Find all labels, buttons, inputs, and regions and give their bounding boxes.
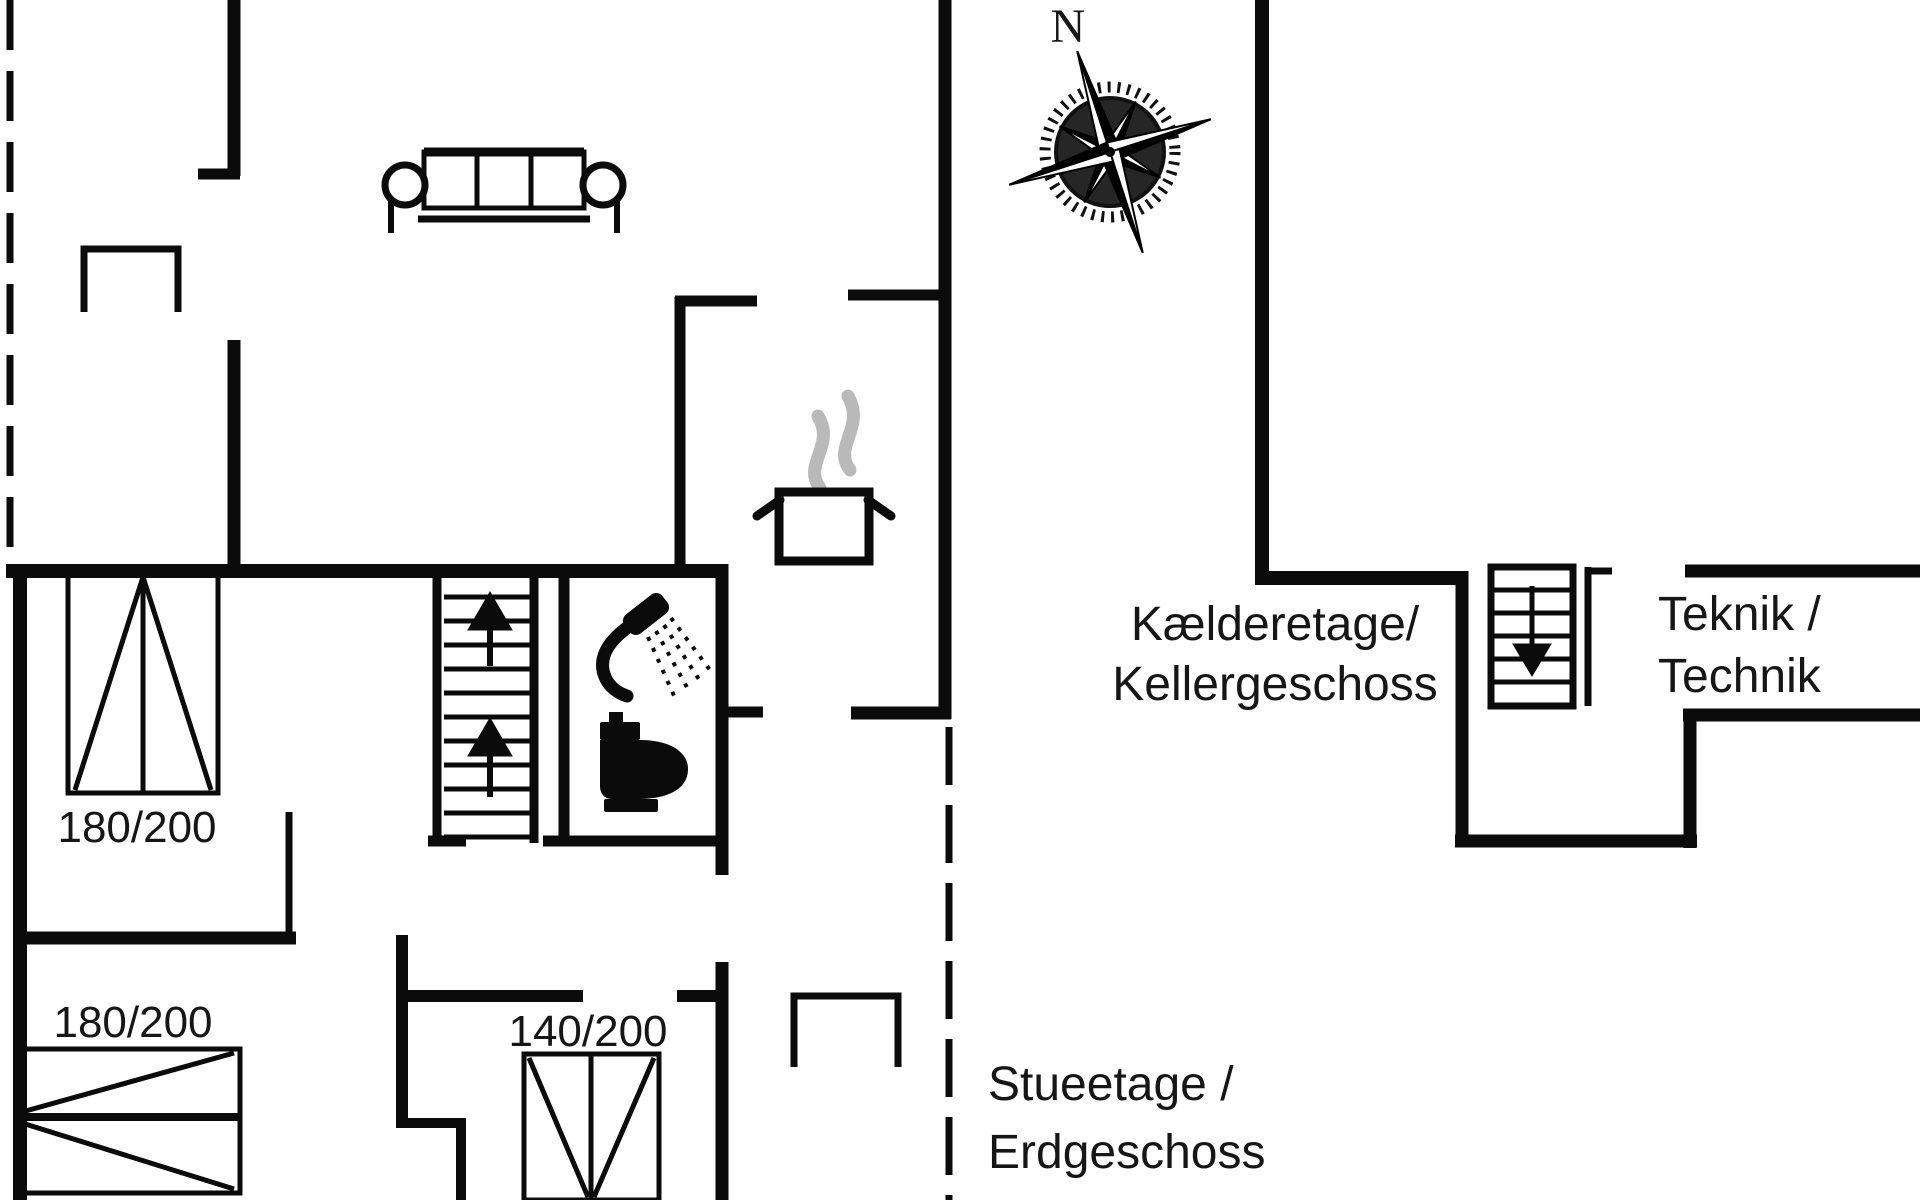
double-bed-icon xyxy=(16,1049,240,1193)
toilet-icon xyxy=(600,712,688,812)
bed-size-label: 180/200 xyxy=(53,998,213,1047)
cooking-pot-icon xyxy=(757,396,891,561)
ground-title-line1: Stueetage / xyxy=(988,1058,1234,1111)
down-arrow-icon xyxy=(1513,586,1551,676)
sofa-icon xyxy=(385,152,623,233)
bed-size-label: 140/200 xyxy=(508,1007,668,1056)
wardrobe-bracket-icon xyxy=(84,249,178,312)
basement-title-line1: Kælderetage/ xyxy=(1130,598,1420,651)
technik-label-line1: Teknik / xyxy=(1658,588,1821,641)
stairs-down-icon xyxy=(1491,567,1573,706)
ground-title-line2: Erdgeschoss xyxy=(988,1126,1266,1179)
basement-title-line2: Kellergeschoss xyxy=(1112,658,1438,711)
wardrobe-bracket-icon xyxy=(794,996,898,1067)
stairs-up-icon xyxy=(444,566,534,843)
shower-icon xyxy=(603,590,710,698)
compass-rose-icon xyxy=(976,0,1243,286)
steam-icon xyxy=(815,396,854,488)
double-bed-icon xyxy=(524,1054,659,1200)
basement-floor-plan xyxy=(1255,0,1920,848)
north-label: N xyxy=(1050,0,1086,53)
double-bed-icon xyxy=(68,575,218,793)
technik-label-line2: Technik xyxy=(1658,650,1821,703)
bed-size-label: 180/200 xyxy=(57,803,217,852)
